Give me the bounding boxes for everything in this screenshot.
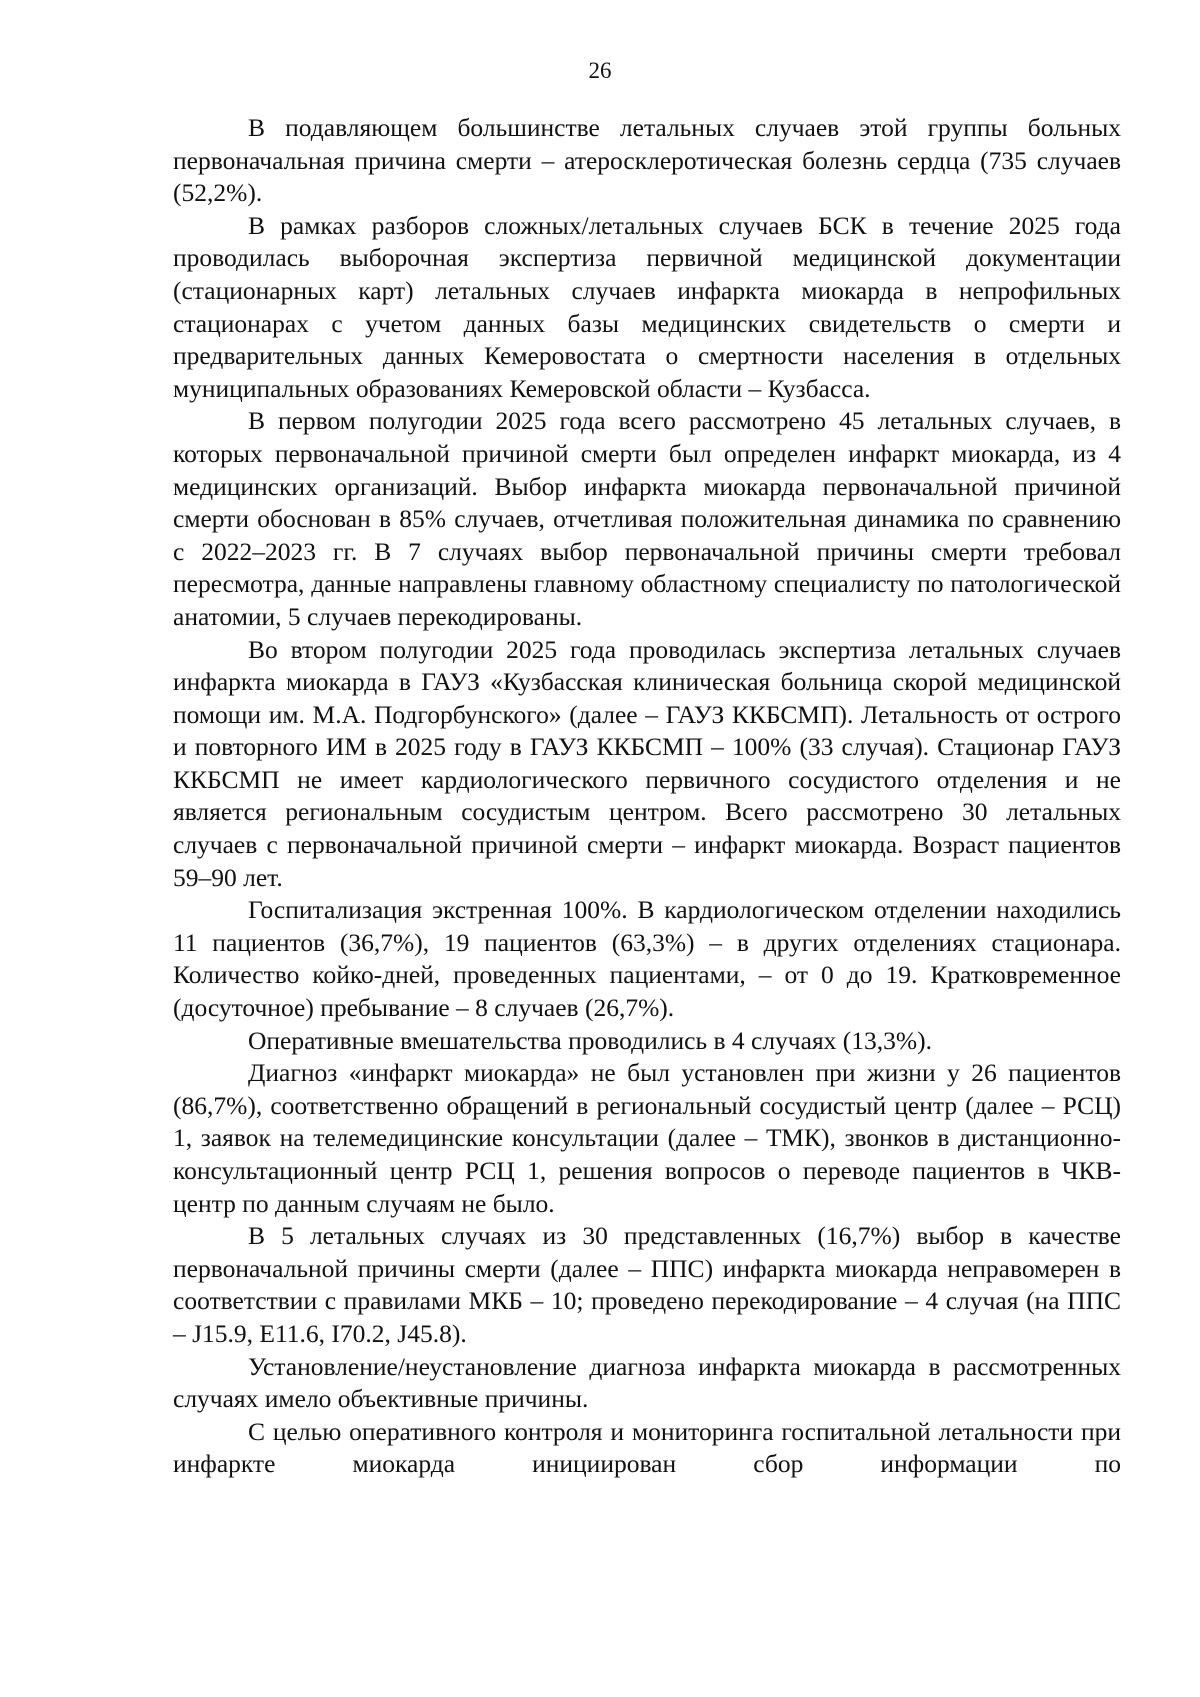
paragraph-8: В 5 летальных случаях из 30 представленных (16,7%) выбор в качестве первоначальной причины смерти (далее – ППС) инфаркта миокарда неправомерен в соответствии с правилами МКБ – 10; проведено перекодирование – 4 случая (на ППС – J15.9, E11.6, I70.2, J45.8). <box>173 1221 1121 1348</box>
paragraph-10: С целью оперативного контроля и мониторинга госпитальной летальности при инфаркте миокарда инициирован сбор информации по <box>173 1416 1121 1479</box>
paragraph-6: Оперативные вмешательства проводились в 4 случаях (13,3%). <box>248 1025 933 1055</box>
paragraph-4: Во втором полугодии 2025 года проводилась экспертиза летальных случаев инфаркта миокарда в ГАУЗ «Кузбасская клиническая больница скорой медицинской помощи им. М.А. Подгорбунского» (далее – ГАУЗ ККБСМП). Летальность от острого и повторного ИМ в 2025 году в ГАУЗ ККБСМП – 100% (33 случая). Стационар ГАУЗ ККБСМП не имеет кардиологического первичного сосудистого отделения и не является региональным сосудистым центром. Всего рассмотрено 30 летальных случаев с первоначальной причиной смерти – инфаркт миокарда. Возраст пациентов 59–90 лет. <box>173 634 1121 892</box>
paragraph-1: В подавляющем большинстве летальных случаев этой группы больных первоначальная причина смерти – атеросклеротическая болезнь сердца (735 случаев (52,2%). <box>173 113 1121 208</box>
text-body <box>173 112 1121 1481</box>
paragraph-9: Установление/неустановление диагноза инфаркта миокарда в рассмотренных случаях имело объективные причины. <box>173 1351 1121 1414</box>
paragraph-3: В первом полугодии 2025 года всего рассмотрено 45 летальных случаев, в которых первоначальной причиной смерти был определен инфаркт миокарда, из 4 медицинских организаций. Выбор инфаркта миокарда первоначальной причиной смерти обоснован в 85% случаев, отчетливая положительная динамика по сравнению с 2022–2023 гг. В 7 случаях выбор первоначальной причины смерти требовал пересмотра, данные направлены главному областному специалисту по патологической анатомии, 5 случаев перекодированы. <box>173 406 1121 631</box>
paragraph-2: В рамках разборов сложных/летальных случаев БСК в течение 2025 года проводилась выборочная экспертиза первичной медицинской документации (стационарных карт) летальных случаев инфаркта миокарда в непрофильных стационарах с учетом данных базы медицинских свидетельств о смерти и предварительных данных Кемеровостата о смертности населения в отдельных муниципальных образованиях Кемеровской области – Кузбасса. <box>173 210 1121 403</box>
page-number: 26 <box>588 58 612 83</box>
paragraph-5: Госпитализация экстренная 100%. В кардиологическом отделении находились 11 пациентов (36,7%), 19 пациентов (63,3%) – в других отделениях стационара. Количество койко-дней, проведенных пациентами, – от 0 до 19. Кратковременное (досуточное) пребывание – 8 случаев (26,7%). <box>173 895 1121 1023</box>
paragraph-7: Диагноз «инфаркт миокарда» не был установлен при жизни у 26 пациентов (86,7%), соответственно обращений в региональный сосудистый центр (далее – РСЦ) 1, заявок на телемедицинские консультации (далее – ТМК), звонков в дистанционно-консультационный центр РСЦ 1, решения вопросов о переводе пациентов в ЧКВ-центр по данным случаям не было. <box>173 1058 1121 1218</box>
